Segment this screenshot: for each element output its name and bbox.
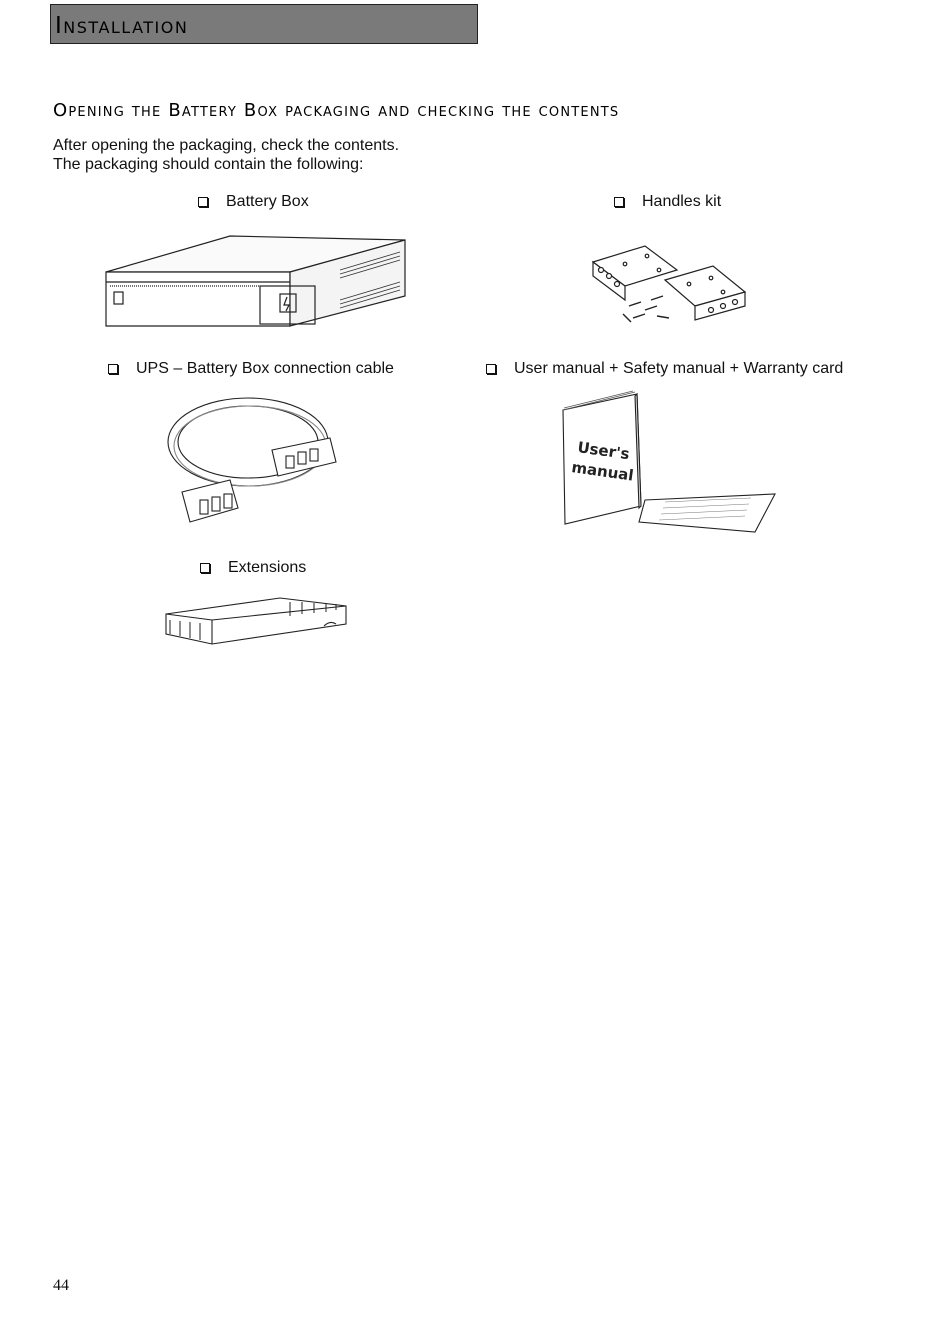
checkbox-icon	[486, 364, 496, 374]
item-label: Handles kit	[642, 193, 722, 210]
item-extensions	[200, 559, 306, 577]
connection-cable-illustration	[160, 392, 350, 532]
section-title-bar	[50, 4, 478, 44]
battery-box-illustration	[100, 230, 415, 330]
manual-cover-title-line-2: manual	[570, 458, 635, 485]
checkbox-icon	[200, 563, 210, 573]
page-heading: Opening the Battery Box packaging and checking the contents	[53, 100, 620, 121]
intro-line-1: After opening the packaging, check the contents.	[53, 137, 400, 154]
item-handles-kit	[614, 193, 721, 211]
extensions-illustration	[160, 590, 355, 650]
manuals-illustration	[555, 390, 785, 540]
item-connection-cable	[108, 360, 394, 378]
item-label: Extensions	[228, 559, 307, 576]
handles-kit-illustration	[585, 240, 755, 330]
checkbox-icon	[198, 197, 208, 207]
item-label: UPS – Battery Box connection cable	[136, 360, 394, 377]
item-manuals	[486, 360, 843, 378]
manual-cover-title-line-1: User's	[576, 438, 631, 464]
item-label: Battery Box	[226, 193, 309, 210]
item-battery-box	[198, 193, 309, 211]
section-title: Installation	[55, 13, 189, 39]
intro-line-2: The packaging should contain the following:	[53, 156, 364, 173]
page-number: 44	[53, 1277, 69, 1294]
checkbox-icon	[108, 364, 118, 374]
checkbox-icon	[614, 197, 624, 207]
item-label: User manual + Safety manual + Warranty card	[514, 360, 844, 377]
